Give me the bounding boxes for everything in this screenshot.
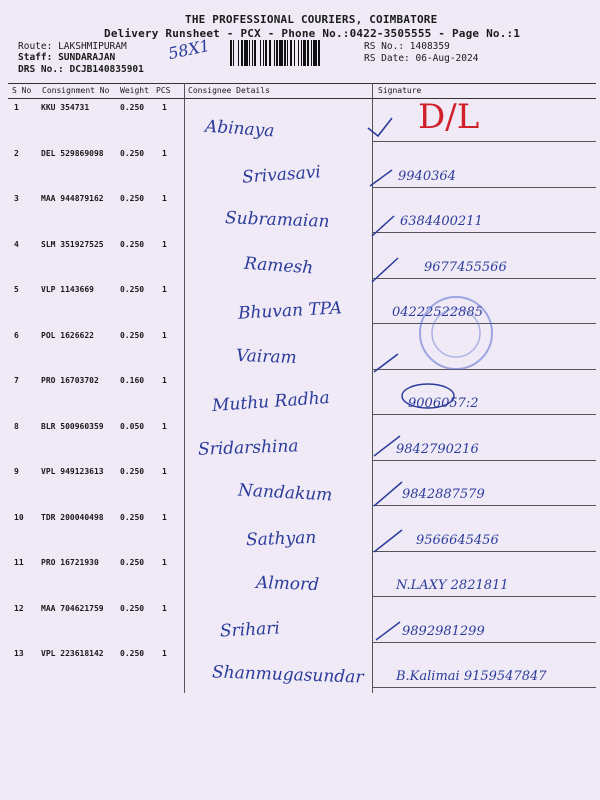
row-weight: 0.250 <box>120 649 145 658</box>
consignee-handwriting: Ramesh <box>243 253 314 278</box>
consignee-handwriting: Srihari <box>219 617 281 642</box>
rs-no-line <box>364 41 450 52</box>
row-weight: 0.250 <box>120 148 145 158</box>
row-consignment: VLP 1143669 <box>41 285 94 294</box>
row-pcs: 1 <box>162 194 167 203</box>
row-pcs: 1 <box>162 103 167 112</box>
row-sno: 4 <box>14 239 19 249</box>
row-sno: 3 <box>14 194 19 203</box>
row-pcs: 1 <box>162 603 167 613</box>
table-row <box>0 513 600 559</box>
row-separator <box>372 369 596 370</box>
row-sno: 9 <box>14 467 19 476</box>
consignee-handwriting: Muthu Radha <box>211 387 331 417</box>
row-separator <box>372 460 596 461</box>
row-separator <box>372 414 596 415</box>
col-signature: Signature <box>378 86 422 95</box>
table-row <box>0 649 600 695</box>
row-weight: 0.250 <box>120 194 145 203</box>
signature-handwriting: 9842790216 <box>396 441 479 457</box>
row-separator <box>372 505 596 506</box>
rs-date-value: 06-Aug-2024 <box>415 53 479 64</box>
row-weight: 0.160 <box>120 376 145 385</box>
signature-handwriting: 9006057:2 <box>408 396 479 411</box>
row-sno: 7 <box>14 376 19 385</box>
route-value: LAKSHMIPURAM <box>58 41 127 52</box>
company-title: THE PROFESSIONAL COURIERS, COIMBATORE <box>185 13 438 26</box>
signature-handwriting: N.LAXY 2821811 <box>396 578 509 593</box>
rs-date-label: RS Date: <box>364 53 410 64</box>
row-weight: 0.250 <box>120 558 145 567</box>
row-sno: 1 <box>14 103 19 112</box>
consignee-handwriting: Vairam <box>235 345 298 368</box>
table-row <box>0 194 600 240</box>
row-weight: 0.250 <box>120 103 145 112</box>
row-sno: 5 <box>14 285 19 294</box>
table-row <box>0 604 600 650</box>
barcode-bar <box>318 40 320 66</box>
row-pcs: 1 <box>162 239 167 249</box>
staff-value: SUNDARAJAN <box>58 52 116 63</box>
row-pcs: 1 <box>162 558 167 567</box>
staff-line <box>18 52 115 63</box>
table-row <box>0 376 600 422</box>
col-weight: Weight <box>120 86 149 95</box>
barcode <box>230 40 352 66</box>
rs-no-label: RS No.: <box>364 41 405 52</box>
table-row <box>0 285 600 331</box>
consignee-handwriting: Sridarshina <box>197 435 299 460</box>
rs-date-line <box>364 53 478 64</box>
row-weight: 0.250 <box>120 603 145 613</box>
staff-label: Staff: <box>18 52 53 63</box>
row-pcs: 1 <box>162 376 167 385</box>
consignee-handwriting: Abinaya <box>204 116 276 142</box>
row-pcs: 1 <box>162 467 167 476</box>
row-consignment: MAA 944879162 <box>41 194 104 203</box>
col-consignee: Consignee Details <box>188 86 270 95</box>
row-consignment: MAA 704621759 <box>41 603 104 613</box>
table-header <box>8 83 596 99</box>
consignee-handwriting: Shanmugasundar <box>211 662 364 688</box>
row-separator <box>372 596 596 597</box>
signature-handwriting: 9940364 <box>398 168 456 184</box>
row-consignment: SLM 351927525 <box>41 239 104 249</box>
consignee-handwriting: Sathyan <box>245 527 317 550</box>
rs-no-value: 1408359 <box>409 41 450 52</box>
drs-value: DCJB140835901 <box>69 64 144 75</box>
row-pcs: 1 <box>162 512 167 522</box>
route-line <box>18 41 127 52</box>
consignee-handwriting: Srivasavi <box>241 161 322 188</box>
drs-line <box>18 64 144 75</box>
table-row <box>0 467 600 513</box>
row-separator <box>372 278 596 279</box>
table-row <box>0 97 600 149</box>
table-row <box>0 149 600 195</box>
table-row <box>0 422 600 468</box>
table-row <box>0 240 600 286</box>
signature-handwriting: 04222522885 <box>392 305 483 320</box>
signature-handwriting: 9892981299 <box>402 623 485 639</box>
col-consignment: Consignment No <box>42 86 110 95</box>
row-consignment: VPL 223618142 <box>41 649 104 658</box>
row-pcs: 1 <box>162 649 167 658</box>
row-sno: 13 <box>14 649 24 658</box>
row-weight: 0.250 <box>120 512 145 522</box>
row-weight: 0.050 <box>120 421 145 431</box>
row-consignment: VPL 949123613 <box>41 467 104 476</box>
drs-label: DRS No.: <box>18 64 64 75</box>
row-separator <box>372 187 596 188</box>
signature-handwriting: B.Kalimai 9159547847 <box>396 669 547 684</box>
row-sno: 8 <box>14 421 19 431</box>
row-separator <box>372 642 596 643</box>
row-consignment: KKU 354731 <box>41 103 90 112</box>
row-consignment: PRO 16703702 <box>41 376 99 385</box>
row-consignment: BLR 500960359 <box>41 421 104 431</box>
row-weight: 0.250 <box>120 285 145 294</box>
row-consignment: TDR 200040498 <box>41 512 104 522</box>
table-row <box>0 331 600 377</box>
signature-handwriting: D/L <box>418 97 480 137</box>
runsheet-title: Delivery Runsheet - PCX - Phone No.:0422-3505555 - Page No.:1 <box>104 27 521 40</box>
row-weight: 0.250 <box>120 467 145 476</box>
row-separator <box>372 687 596 688</box>
consignee-handwriting: Subramaian <box>224 208 330 232</box>
consignee-handwriting: Almord <box>255 572 320 596</box>
row-sno: 6 <box>14 330 19 340</box>
row-sno: 10 <box>14 512 24 522</box>
table-row <box>0 558 600 604</box>
row-consignment: DEL 529869098 <box>41 148 104 158</box>
row-separator <box>372 551 596 552</box>
row-pcs: 1 <box>162 148 167 158</box>
row-weight: 0.250 <box>120 330 145 340</box>
signature-handwriting: 9566645456 <box>416 532 499 548</box>
row-pcs: 1 <box>162 285 167 294</box>
col-sno: S No <box>12 86 32 95</box>
col-pcs: PCS <box>156 86 171 95</box>
row-sno: 2 <box>14 148 19 158</box>
signature-handwriting: 9677455566 <box>424 259 507 275</box>
route-label: Route: <box>18 41 53 52</box>
signature-handwriting: 9842887579 <box>402 487 485 502</box>
row-separator <box>372 141 596 142</box>
handwritten-count: 58X1 <box>166 35 212 64</box>
row-separator <box>372 232 596 233</box>
row-separator <box>372 323 596 324</box>
row-consignment: PRO 16721930 <box>41 558 99 567</box>
row-pcs: 1 <box>162 330 167 340</box>
consignee-handwriting: Nandakum <box>237 480 333 506</box>
row-weight: 0.250 <box>120 239 145 249</box>
row-pcs: 1 <box>162 421 167 431</box>
consignee-handwriting: Bhuvan TPA <box>237 298 343 324</box>
row-sno: 12 <box>14 603 24 613</box>
row-sno: 11 <box>14 558 24 567</box>
signature-handwriting: 6384400211 <box>400 214 483 229</box>
row-consignment: POL 1626622 <box>41 330 94 340</box>
